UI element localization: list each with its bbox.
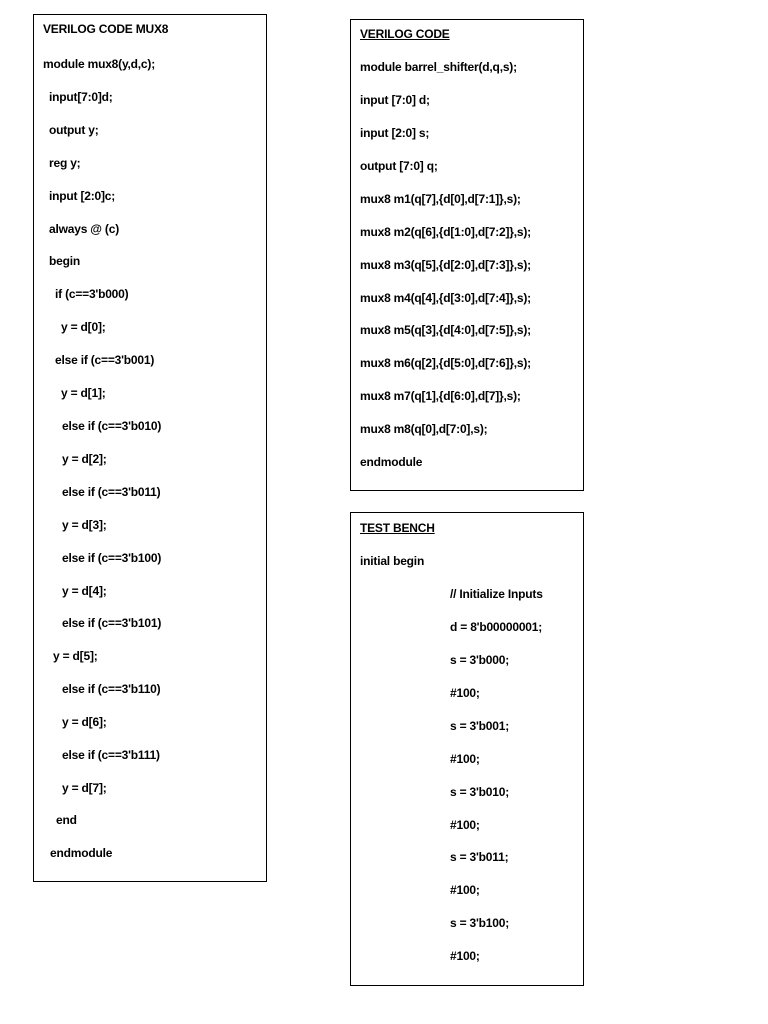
code-line: #100; (450, 686, 480, 700)
code-line: output [7:0] q; (360, 159, 438, 173)
code-line: else if (c==3'b011) (62, 485, 161, 499)
code-line: else if (c==3'b101) (62, 616, 162, 630)
code-line: y = d[3]; (62, 518, 107, 532)
barrel-title: VERILOG CODE (360, 27, 450, 41)
code-line: mux8 m3(q[5],{d[2:0],d[7:3]},s); (360, 258, 531, 272)
code-line: mux8 m2(q[6],{d[1:0],d[7:2]},s); (360, 225, 531, 239)
code-line: #100; (450, 949, 480, 963)
code-line: mux8 m7(q[1],{d[6:0],d[7]},s); (360, 389, 521, 403)
code-line: input [2:0]c; (49, 189, 116, 203)
code-line: #100; (450, 752, 480, 766)
code-line: y = d[2]; (62, 452, 107, 466)
code-line: input[7:0]d; (49, 90, 113, 104)
code-line: else if (c==3'b111) (62, 748, 160, 762)
code-line: output y; (49, 123, 99, 137)
test-bench-box (350, 512, 584, 986)
code-line: else if (c==3'b010) (62, 419, 162, 433)
code-comment: // Initialize Inputs (450, 587, 543, 601)
code-line: s = 3'b011; (450, 850, 509, 864)
code-line: module barrel_shifter(d,q,s); (360, 60, 517, 74)
code-line: s = 3'b001; (450, 719, 510, 733)
code-line: end (56, 813, 77, 827)
code-line: input [2:0] s; (360, 126, 430, 140)
code-line: s = 3'b010; (450, 785, 510, 799)
code-line: s = 3'b100; (450, 916, 510, 930)
code-line: module mux8(y,d,c); (43, 57, 155, 71)
code-line: y = d[6]; (62, 715, 107, 729)
code-line: mux8 m8(q[0],d[7:0],s); (360, 422, 488, 436)
code-line: if (c==3'b000) (55, 287, 129, 301)
mux8-title: VERILOG CODE MUX8 (43, 22, 169, 36)
code-line: endmodule (50, 846, 113, 860)
code-line: d = 8'b00000001; (450, 620, 543, 634)
code-line: y = d[1]; (61, 386, 106, 400)
code-line: y = d[7]; (62, 781, 107, 795)
code-line: mux8 m5(q[3],{d[4:0],d[7:5]},s); (360, 323, 531, 337)
code-line: mux8 m4(q[4],{d[3:0],d[7:4]},s); (360, 291, 531, 305)
code-line: y = d[0]; (61, 320, 106, 334)
code-line: reg y; (49, 156, 81, 170)
code-line: input [7:0] d; (360, 93, 430, 107)
code-line: else if (c==3'b100) (62, 551, 162, 565)
code-line: else if (c==3'b110) (62, 682, 161, 696)
code-line: endmodule (360, 455, 423, 469)
code-line: initial begin (360, 554, 425, 568)
code-line: #100; (450, 883, 480, 897)
code-line: s = 3'b000; (450, 653, 510, 667)
mux8-code-box (33, 14, 267, 882)
code-line: mux8 m1(q[7],{d[0],d[7:1]},s); (360, 192, 521, 206)
code-line: always @ (c) (49, 222, 119, 236)
code-line: #100; (450, 818, 480, 832)
barrel-shifter-code-box (350, 19, 584, 491)
code-line: begin (49, 254, 80, 268)
code-line: y = d[5]; (53, 649, 98, 663)
code-line: else if (c==3'b001) (55, 353, 155, 367)
code-line: y = d[4]; (62, 584, 107, 598)
code-line: mux8 m6(q[2],{d[5:0],d[7:6]},s); (360, 356, 531, 370)
testbench-title: TEST BENCH (360, 521, 435, 535)
